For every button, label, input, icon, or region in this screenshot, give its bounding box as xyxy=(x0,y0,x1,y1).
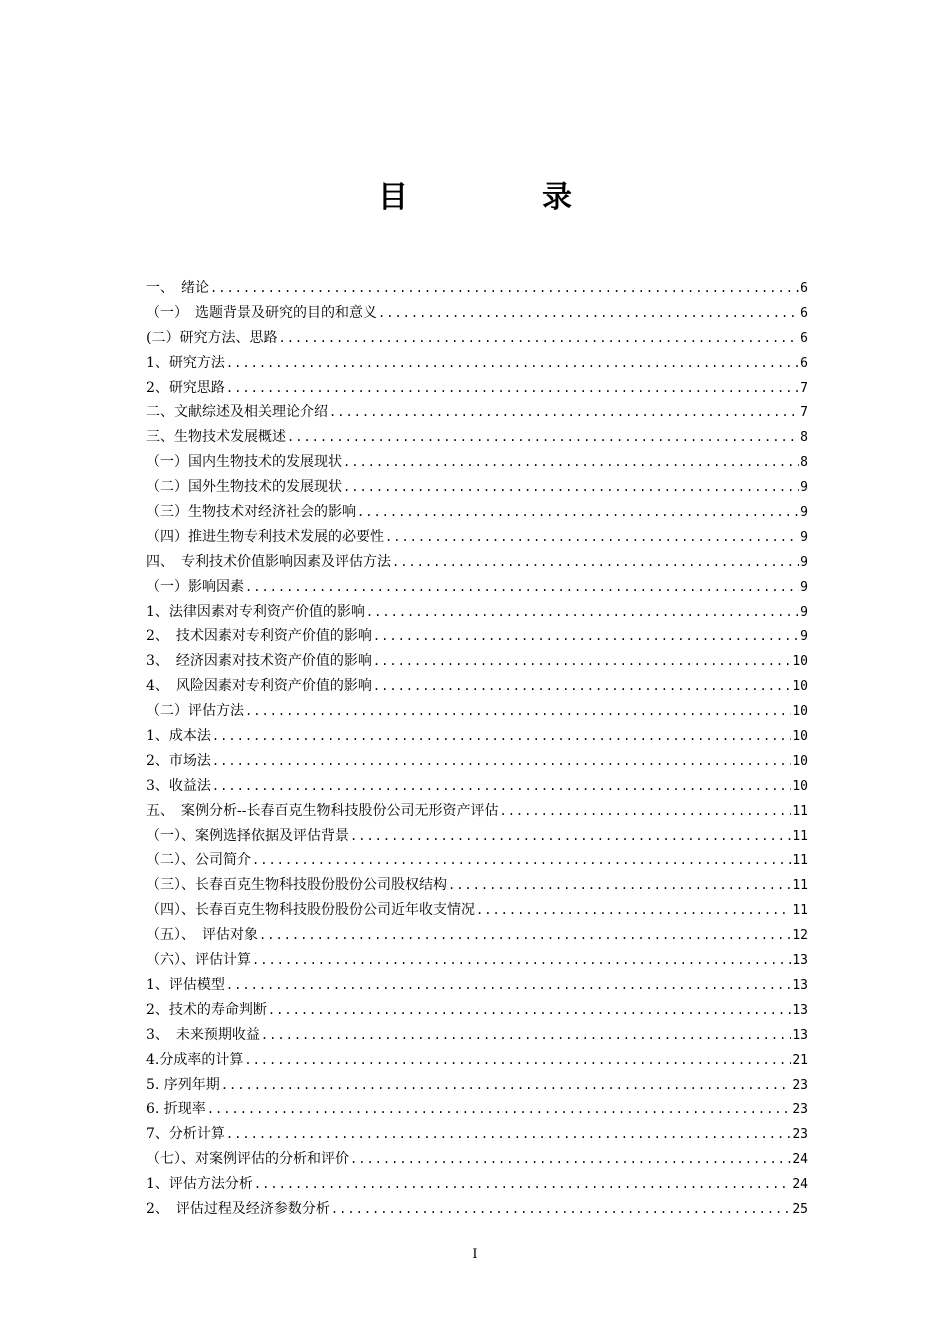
toc-entry-title: （四）、长春百克生物科技股份股份公司近年收支情况 xyxy=(146,902,475,919)
toc-entry-page: 6 xyxy=(800,355,808,371)
toc-entry-title: （一）、案例选择依据及评估背景 xyxy=(146,827,349,844)
toc-entry-title: 1、研究方法 xyxy=(146,354,225,371)
toc-dot-leader xyxy=(226,1122,791,1147)
toc-entry-page: 11 xyxy=(792,803,808,819)
toc-entry[interactable] xyxy=(146,799,808,824)
toc-entry-page: 9 xyxy=(800,554,808,570)
toc-entry-page: 9 xyxy=(800,529,808,545)
toc-entry-title: （四）推进生物专利技术发展的必要性 xyxy=(146,528,384,545)
toc-entry[interactable] xyxy=(146,1023,808,1048)
toc-entry-title: 4、 风险因素对专利资产价值的影响 xyxy=(146,678,372,695)
toc-dot-leader xyxy=(287,425,799,450)
toc-dot-leader xyxy=(252,948,791,973)
toc-dot-leader xyxy=(207,1097,792,1122)
toc-entry[interactable] xyxy=(146,898,808,923)
toc-entry-title: 1、成本法 xyxy=(146,728,211,745)
toc-entry[interactable] xyxy=(146,450,808,475)
toc-entry[interactable] xyxy=(146,824,808,849)
toc-entry-title: 二、文献综述及相关理论介绍 xyxy=(146,404,328,421)
toc-entry-page: 13 xyxy=(792,977,808,993)
toc-entry-title: （六）、评估计算 xyxy=(146,952,251,969)
toc-entry-page: 9 xyxy=(800,629,808,645)
toc-entry-title: （三）、长春百克生物科技股份股份公司股权结构 xyxy=(146,877,447,894)
toc-entry-page: 6 xyxy=(800,281,808,296)
toc-entry-title: （二）、公司简介 xyxy=(146,852,251,869)
toc-entry-page: 25 xyxy=(792,1201,808,1217)
toc-entry-page: 6 xyxy=(800,330,808,346)
toc-entry[interactable] xyxy=(146,1122,808,1147)
toc-entry[interactable] xyxy=(146,550,808,575)
toc-entry-title: （一）影响因素 xyxy=(146,578,244,595)
toc-entry-page: 9 xyxy=(800,505,808,521)
toc-entry[interactable] xyxy=(146,649,808,674)
toc-dot-leader xyxy=(499,799,791,824)
toc-entry[interactable] xyxy=(146,1197,808,1222)
toc-entry[interactable] xyxy=(146,1073,808,1098)
toc-entry-title: （三）生物技术对经济社会的影响 xyxy=(146,504,356,521)
toc-entry[interactable] xyxy=(146,923,808,948)
toc-dot-leader xyxy=(252,848,791,873)
toc-entry[interactable] xyxy=(146,848,808,873)
toc-dot-leader xyxy=(278,326,799,351)
toc-entry[interactable] xyxy=(146,998,808,1023)
toc-entry[interactable] xyxy=(146,500,808,525)
toc-entry[interactable] xyxy=(146,1097,808,1122)
toc-entry-title: 一、 绪论 xyxy=(146,280,209,296)
toc-entry-title: （一） 选题背景及研究的目的和意义 xyxy=(146,304,377,321)
toc-entry-page: 11 xyxy=(792,853,808,869)
toc-entry-title: 1、评估方法分析 xyxy=(146,1176,253,1193)
toc-entry-title: 2、研究思路 xyxy=(146,379,225,396)
toc-entry[interactable] xyxy=(146,774,808,799)
toc-entry[interactable] xyxy=(146,724,808,749)
toc-entry[interactable] xyxy=(146,600,808,625)
toc-entry-title: 7、分析计算 xyxy=(146,1126,225,1143)
toc-entry[interactable] xyxy=(146,351,808,376)
toc-dot-leader xyxy=(366,600,799,625)
toc-dot-leader xyxy=(448,873,791,898)
toc-dot-leader xyxy=(329,400,799,425)
page-title: 目 录 xyxy=(378,180,624,215)
toc-dot-leader xyxy=(378,301,799,326)
toc-entry-page: 21 xyxy=(792,1052,808,1068)
toc-entry-page: 9 xyxy=(800,604,808,620)
toc-dot-leader xyxy=(226,351,799,376)
toc-entry-title: 2、技术的寿命判断 xyxy=(146,1001,267,1018)
toc-entry-title: （七）、对案例评估的分析和评价 xyxy=(146,1151,349,1168)
toc-entry[interactable] xyxy=(146,376,808,401)
toc-dot-leader xyxy=(210,276,799,301)
toc-entry-page: 11 xyxy=(792,878,808,894)
toc-entry-page: 10 xyxy=(792,679,808,695)
toc-entry[interactable] xyxy=(146,873,808,898)
toc-entry[interactable] xyxy=(146,1048,808,1073)
toc-entry-page: 11 xyxy=(792,903,808,919)
toc-entry-page: 10 xyxy=(792,729,808,745)
toc-entry-title: 四、 专利技术价值影响因素及评估方法 xyxy=(146,553,391,570)
toc-entry-title: 5. 序列年期 xyxy=(146,1076,220,1093)
toc-entry[interactable] xyxy=(146,525,808,550)
toc-entry-title: 三、生物技术发展概述 xyxy=(146,429,286,446)
toc-entry-title: 2、 技术因素对专利资产价值的影响 xyxy=(146,628,372,645)
toc-dot-leader xyxy=(226,376,799,401)
toc-entry[interactable] xyxy=(146,276,808,301)
toc-entry[interactable] xyxy=(146,699,808,724)
toc-entry-page: 24 xyxy=(792,1177,808,1193)
toc-entry-page: 8 xyxy=(800,455,808,471)
toc-entry-title: （一）国内生物技术的发展现状 xyxy=(146,454,342,471)
toc-entry-title: 6. 折现率 xyxy=(146,1101,206,1118)
toc-entry-page: 13 xyxy=(792,1002,808,1018)
toc-entry[interactable] xyxy=(146,1147,808,1172)
toc-entry-page: 23 xyxy=(792,1077,808,1093)
toc-entry-title: （五）、 评估对象 xyxy=(146,927,258,944)
toc-dot-leader xyxy=(226,973,791,998)
toc-dot-leader xyxy=(373,624,799,649)
toc-entry-title: 3、 经济因素对技术资产价值的影响 xyxy=(146,653,372,670)
toc-entry[interactable] xyxy=(146,575,808,600)
toc-entry-page: 9 xyxy=(800,480,808,496)
toc-entry[interactable] xyxy=(146,475,808,500)
toc-entry-page: 8 xyxy=(800,430,808,446)
toc-entry-title: 1、评估模型 xyxy=(146,976,225,993)
toc-entry[interactable] xyxy=(146,425,808,450)
toc-entry-page: 24 xyxy=(792,1152,808,1168)
toc-dot-leader xyxy=(331,1197,791,1222)
toc-entry-page: 10 xyxy=(792,704,808,720)
toc-dot-leader xyxy=(357,500,799,525)
toc-entry-page: 6 xyxy=(800,305,808,321)
toc-dot-leader xyxy=(343,475,799,500)
toc-entry[interactable] xyxy=(146,400,808,425)
toc-entry-title: (二）研究方法、思路 xyxy=(146,329,278,346)
toc-entry[interactable] xyxy=(146,749,808,774)
toc-entry-page: 10 xyxy=(792,654,808,670)
toc-entry-page: 11 xyxy=(792,828,808,844)
toc-entry-page: 12 xyxy=(792,928,808,944)
toc-entry-page: 10 xyxy=(792,753,808,769)
toc-entry[interactable] xyxy=(146,326,808,351)
toc-entry-title: 2、市场法 xyxy=(146,752,211,769)
toc-entry-page: 13 xyxy=(792,1027,808,1043)
toc-entry[interactable] xyxy=(146,973,808,998)
toc-entry-title: （二）国外生物技术的发展现状 xyxy=(146,479,342,496)
toc-entry[interactable] xyxy=(146,301,808,326)
toc-dot-leader xyxy=(373,649,791,674)
toc-entry-page: 7 xyxy=(800,405,808,421)
toc-entry-page: 10 xyxy=(792,778,808,794)
toc-entry-page: 7 xyxy=(800,380,808,396)
toc-dot-leader xyxy=(350,1147,791,1172)
toc-entry-title: 4.分成率的计算 xyxy=(146,1051,244,1068)
toc-dot-leader xyxy=(259,923,791,948)
toc-entry-title: 3、收益法 xyxy=(146,777,211,794)
toc-dot-leader xyxy=(392,550,799,575)
toc-dot-leader xyxy=(245,575,799,600)
toc-dot-leader xyxy=(244,1048,791,1073)
toc-dot-leader xyxy=(212,724,791,749)
toc-entry[interactable] xyxy=(146,674,808,699)
toc-entry[interactable] xyxy=(146,948,808,973)
toc-entry-page: 23 xyxy=(792,1102,808,1118)
toc-dot-leader xyxy=(350,824,791,849)
toc-entry-title: （二）评估方法 xyxy=(146,703,244,720)
toc-dot-leader xyxy=(385,525,799,550)
toc-entry[interactable] xyxy=(146,624,808,649)
toc-entry-page: 23 xyxy=(792,1127,808,1143)
toc-entry-title: 五、 案例分析--长春百克生物科技股份公司无形资产评估 xyxy=(146,802,499,819)
toc-dot-leader xyxy=(212,749,791,774)
table-of-contents xyxy=(146,276,808,1222)
toc-dot-leader xyxy=(343,450,799,475)
toc-entry-title: 1、法律因素对专利资产价值的影响 xyxy=(146,603,365,620)
toc-dot-leader xyxy=(476,898,791,923)
toc-dot-leader xyxy=(221,1073,792,1098)
toc-entry-page: 13 xyxy=(792,953,808,969)
toc-entry-title: 3、 未来预期收益 xyxy=(146,1026,260,1043)
toc-dot-leader xyxy=(254,1172,791,1197)
toc-dot-leader xyxy=(261,1023,791,1048)
toc-dot-leader xyxy=(245,699,791,724)
toc-dot-leader xyxy=(268,998,791,1023)
toc-dot-leader xyxy=(212,774,791,799)
toc-entry[interactable] xyxy=(146,1172,808,1197)
toc-entry-page: 9 xyxy=(800,579,808,595)
page-number-footer: I xyxy=(472,1247,478,1262)
toc-dot-leader xyxy=(373,674,791,699)
toc-entry-title: 2、 评估过程及经济参数分析 xyxy=(146,1200,330,1217)
